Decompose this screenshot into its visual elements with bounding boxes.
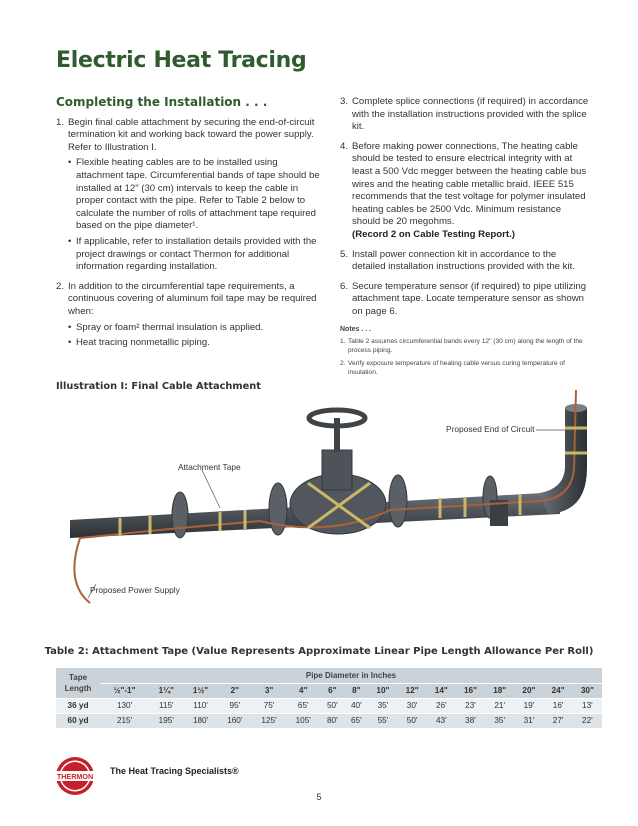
table-cell: 105' bbox=[286, 713, 320, 728]
step-4 bbox=[340, 141, 590, 242]
step-1 bbox=[56, 117, 324, 274]
column-header: 24" bbox=[544, 683, 573, 698]
table-cell: 125' bbox=[252, 713, 286, 728]
pipe-illustration bbox=[60, 388, 600, 613]
column-header: 16" bbox=[456, 683, 485, 698]
bullet-item: • If applicable, refer to installation details provided with the project drawings or contact Thermon for additional information regarding installation. bbox=[68, 236, 324, 274]
step-3 bbox=[340, 96, 590, 134]
column-header: 1¼" bbox=[149, 683, 183, 698]
column-header: 14" bbox=[427, 683, 456, 698]
table-row bbox=[56, 713, 602, 728]
table-cell: 95' bbox=[218, 698, 252, 713]
step-text: Complete splice connections (if required) in accordance with the installation instructions provided with the splice kit. bbox=[352, 96, 589, 133]
table-cell: 21' bbox=[485, 698, 514, 713]
table-cell: 27' bbox=[544, 713, 573, 728]
note-text: Verify exposure temperature of heating cable versus curing temperature of insulation. bbox=[348, 360, 565, 376]
row-header-line: Tape bbox=[68, 672, 88, 682]
column-header: ½"-1" bbox=[100, 683, 149, 698]
notes-block bbox=[340, 326, 590, 378]
tagline: The Heat Tracing Specialists® bbox=[110, 766, 239, 776]
column-header: 20" bbox=[514, 683, 543, 698]
column-header: 30" bbox=[573, 683, 602, 698]
note-number: 2. bbox=[340, 360, 346, 368]
column-header: 2" bbox=[218, 683, 252, 698]
step-number: 2. bbox=[56, 280, 65, 292]
column-header: 18" bbox=[485, 683, 514, 698]
flange bbox=[172, 492, 188, 538]
step-number: 5. bbox=[340, 248, 349, 260]
table-cell: 22' bbox=[573, 713, 602, 728]
step-2 bbox=[56, 281, 324, 350]
table-body bbox=[56, 698, 602, 728]
table-cell: 38' bbox=[456, 713, 485, 728]
row-label: 36 yd bbox=[56, 698, 100, 713]
note-item bbox=[340, 338, 590, 355]
valve-stem bbox=[334, 418, 340, 452]
flange bbox=[389, 475, 407, 527]
table-cell: 115' bbox=[149, 698, 183, 713]
table-cell: 65' bbox=[344, 713, 368, 728]
bullet-item: • Flexible heating cables are to be installed using attachment tape. Circumferential bands of tape should be installed at 12" (30 cm) intervals to keep the cable in proper contact with the pipe. Refer to Table 2 below to calculate the number of rolls of attachment tape required based on the pipe diameter¹. bbox=[68, 157, 324, 233]
table-cell: 30' bbox=[398, 698, 427, 713]
table-cell: 80' bbox=[320, 713, 344, 728]
step-6 bbox=[340, 281, 590, 319]
table-row bbox=[56, 698, 602, 713]
table-cell: 65' bbox=[286, 698, 320, 713]
table-cell: 180' bbox=[183, 713, 217, 728]
notes-title: Notes . . . bbox=[340, 325, 372, 333]
step-text: Begin final cable attachment by securing the end-of-circuit termination kit and working back toward the power supply. Refer to Illustration I. bbox=[68, 116, 315, 153]
step-5 bbox=[340, 249, 590, 274]
flange bbox=[269, 483, 287, 535]
step-text: In addition to the circumferential tape requirements, a continuous covering of aluminum foil tape may be required when: bbox=[68, 280, 317, 317]
callout-attachment-tape: Attachment Tape bbox=[178, 462, 241, 472]
table-cell: 40' bbox=[344, 698, 368, 713]
table-cell: 23' bbox=[456, 698, 485, 713]
section-subhead: Completing the Installation . . . bbox=[56, 95, 268, 109]
table-header-row bbox=[56, 668, 602, 683]
illustration-title: Illustration I: Final Cable Attachment bbox=[56, 381, 261, 392]
step-text: Secure temperature sensor (if required) to pipe utilizing attachment tape. Locate temperature sensor as shown on page 6. bbox=[352, 280, 587, 317]
step-text: Install power connection kit in accordance to the detailed installation instructions provided with the kit. bbox=[352, 248, 575, 273]
left-column bbox=[56, 96, 324, 357]
valve-bonnet bbox=[322, 450, 352, 490]
column-header: 6" bbox=[320, 683, 344, 698]
row-header-cell bbox=[56, 668, 100, 698]
table-cell: 160' bbox=[218, 713, 252, 728]
group-header: Pipe Diameter in Inches bbox=[100, 668, 602, 683]
table-cell: 75' bbox=[252, 698, 286, 713]
note-number: 1. bbox=[340, 338, 346, 346]
column-header: 4" bbox=[286, 683, 320, 698]
step-number: 3. bbox=[340, 96, 349, 107]
step-number: 4. bbox=[340, 140, 349, 152]
attachment-tape-table bbox=[56, 668, 602, 729]
step-number: 6. bbox=[340, 280, 349, 292]
bullet-item: • Spray or foam² thermal insulation is applied. bbox=[68, 322, 324, 335]
column-header: 3" bbox=[252, 683, 286, 698]
table-cell: 215' bbox=[100, 713, 149, 728]
callout-power-supply: Proposed Power Supply bbox=[90, 585, 180, 595]
column-header: 1½" bbox=[183, 683, 217, 698]
table-cell: 19' bbox=[514, 698, 543, 713]
pipe-elbow bbox=[540, 408, 587, 514]
column-header-row bbox=[56, 683, 602, 698]
callout-end-of-circuit: Proposed End of Circuit bbox=[446, 424, 535, 434]
note-text: Table 2 assumes circumferential bands every 12" (30 cm) along the length of the process piping. bbox=[348, 338, 583, 354]
step-text: Before making power connections, The heating cable should be tested to ensure electrical integrity with at least a 500 Vdc megger between the heating cable bus wires and the heating cable metallic braid. IEEE 515 recommends that the test voltage for polymer insulated heating cables be 2500 Vdc. Minimum resistance should be 20 megohms. bbox=[352, 140, 587, 228]
table-cell: 50' bbox=[398, 713, 427, 728]
column-header: 10" bbox=[368, 683, 397, 698]
table-cell: 43' bbox=[427, 713, 456, 728]
table-cell: 50' bbox=[320, 698, 344, 713]
pipe-drawing bbox=[60, 388, 600, 613]
table-cell: 110' bbox=[183, 698, 217, 713]
page-title: Electric Heat Tracing bbox=[56, 48, 307, 73]
thermon-logo bbox=[55, 756, 95, 796]
table-cell: 55' bbox=[368, 713, 397, 728]
callout-leader bbox=[202, 470, 220, 508]
step-number: 1. bbox=[56, 116, 65, 128]
table-cell: 195' bbox=[149, 713, 183, 728]
table-title: Table 2: Attachment Tape (Value Represents Approximate Linear Pipe Length Allowance Per Roll) bbox=[44, 646, 594, 657]
note-item bbox=[340, 360, 590, 377]
page-number: 5 bbox=[316, 792, 322, 802]
right-column bbox=[340, 96, 590, 382]
table-cell: 13' bbox=[573, 698, 602, 713]
table-cell: 130' bbox=[100, 698, 149, 713]
column-header: 8" bbox=[344, 683, 368, 698]
logo-text: THERMON bbox=[56, 772, 94, 781]
table-cell: 35' bbox=[485, 713, 514, 728]
column-header: 12" bbox=[398, 683, 427, 698]
bullet-item: • Heat tracing nonmetallic piping. bbox=[68, 337, 324, 350]
table-cell: 31' bbox=[514, 713, 543, 728]
table-cell: 26' bbox=[427, 698, 456, 713]
row-header-line: Length bbox=[64, 683, 92, 693]
row-label: 60 yd bbox=[56, 713, 100, 728]
table-cell: 35' bbox=[368, 698, 397, 713]
table-cell: 16' bbox=[544, 698, 573, 713]
step-note-bold: (Record 2 on Cable Testing Report.) bbox=[352, 228, 515, 240]
